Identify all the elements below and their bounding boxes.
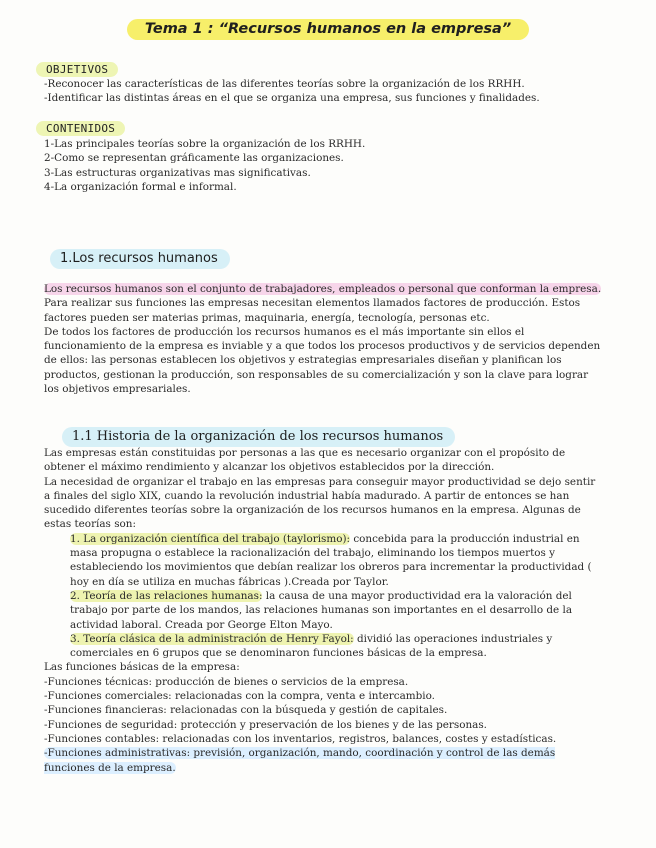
section-1-1-body [44,446,604,775]
definition-text [44,282,604,296]
function-item: -Funciones de seguridad: protección y preservación de los bienes y de las personas. [44,718,487,731]
definition-highlight: Los recursos humanos son el conjunto de trabajadores, empleados o personal que conforman la empresa. [44,283,602,295]
objetivos-list [44,77,604,106]
paragraph: Las empresas están constituidas por personas a las que es necesario organizar con el propósito de obtener el máximo rendimiento y alcanzar los objetivos establecidos por la dirección. [44,447,566,474]
theory-1-text: concebida para la producción industrial en masa propugna o establece la racionalización del trabajo, eliminando los tiempos muertos y estableciendo los movimientos que debían realizar los obreros para incrementar la productividad ( hoy en día se utiliza en muchas fábricas ).Creada por Taylor. [70,532,592,588]
contenidos-label: CONTENIDOS [36,121,125,136]
function-item-highlight: -Funciones administrativas: previsión, organización, mando, coordinación y control de las demás funciones de la empresa. [44,747,556,774]
theory-1 [44,532,604,589]
theory-1-label: 1. La organización científica del trabajo (taylorismo): [70,532,351,545]
contenido-item: 3-Las estructuras organizativas mas significativas. [44,166,311,179]
section-1-heading: 1.Los recursos humanos [50,249,230,269]
title-wrapper [0,18,656,40]
objetivo-item: -Identificar las distintas áreas en el que se organiza una empresa, sus funciones y finalidades. [44,92,540,105]
page-title: Tema 1 : “Recursos humanos en la empresa” [127,19,529,40]
contenido-item: 2-Como se representan gráficamente las organizaciones. [44,152,344,165]
theory-2-text: la causa de una mayor productividad era la valoración del trabajo por parte de los mandos, las relaciones humanas son importantes en el desarrollo de la actividad laboral. Creada por George Elton Mayo. [70,589,573,631]
objetivos-label: OBJETIVOS [36,62,118,77]
function-item: -Funciones contables: relacionadas con los inventarios, registros, balances, costes y estadísticas. [44,732,557,745]
function-item [44,746,604,775]
contenido-item: 4-La organización formal e informal. [44,180,237,193]
function-item: -Funciones financieras: relacionadas con la búsqueda y gestión de capitales. [44,704,448,717]
section-1-1-heading: 1.1 Historia de la organización de los recursos humanos [62,427,455,447]
contenido-item: 1-Las principales teorías sobre la organización de los RRHH. [44,138,366,150]
function-item: -Funciones técnicas: producción de bienes o servicios de la empresa. [44,675,409,688]
paragraph: Para realizar sus funciones las empresas necesitan elementos llamados factores de producción. Estos factores pueden ser materias primas, maquinaria, energía, tecnología, personas etc. [44,297,581,324]
paragraph: De todos los factores de producción los recursos humanos es el más importante sin ellos el funcionamiento de la empresa es inviable y a que todos los procesos productivos y de servicios dependen de ellos: las personas establecen los objetivos y estrategias empresariales diseñan y planifican los productos, gestionan la producción, son responsables de su comercialización y son la clave para lograr los objetivos empresariales. [44,325,601,396]
section-1-body [44,282,604,396]
contenidos-list [44,137,604,194]
theory-3-label: 3. Teoría clásica de la administración de Henry Fayol: [70,632,354,645]
function-item: -Funciones comerciales: relacionadas con la compra, venta e intercambio. [44,690,435,703]
objetivo-item: -Reconocer las características de las diferentes teorías sobre la organización de los RRHH. [44,78,525,90]
theory-2-label: 2. Teoría de las relaciones humanas: [70,589,263,602]
theory-3 [44,632,604,661]
theory-3-text: dividió las operaciones industriales y comerciales en 6 grupos que se denominaron funciones básicas de la empresa. [70,632,553,660]
paragraph: La necesidad de organizar el trabajo en las empresas para conseguir mayor productividad se dejo sentir a finales del siglo XIX, cuando la revolución industrial había madurado. A partir de entonces se han sucedido diferentes teorías sobre la organización de los recursos humanos en la empresa. Algunas de estas teorías son: [44,475,596,531]
theory-2 [44,589,604,632]
functions-intro: Las funciones básicas de la empresa: [44,661,240,674]
